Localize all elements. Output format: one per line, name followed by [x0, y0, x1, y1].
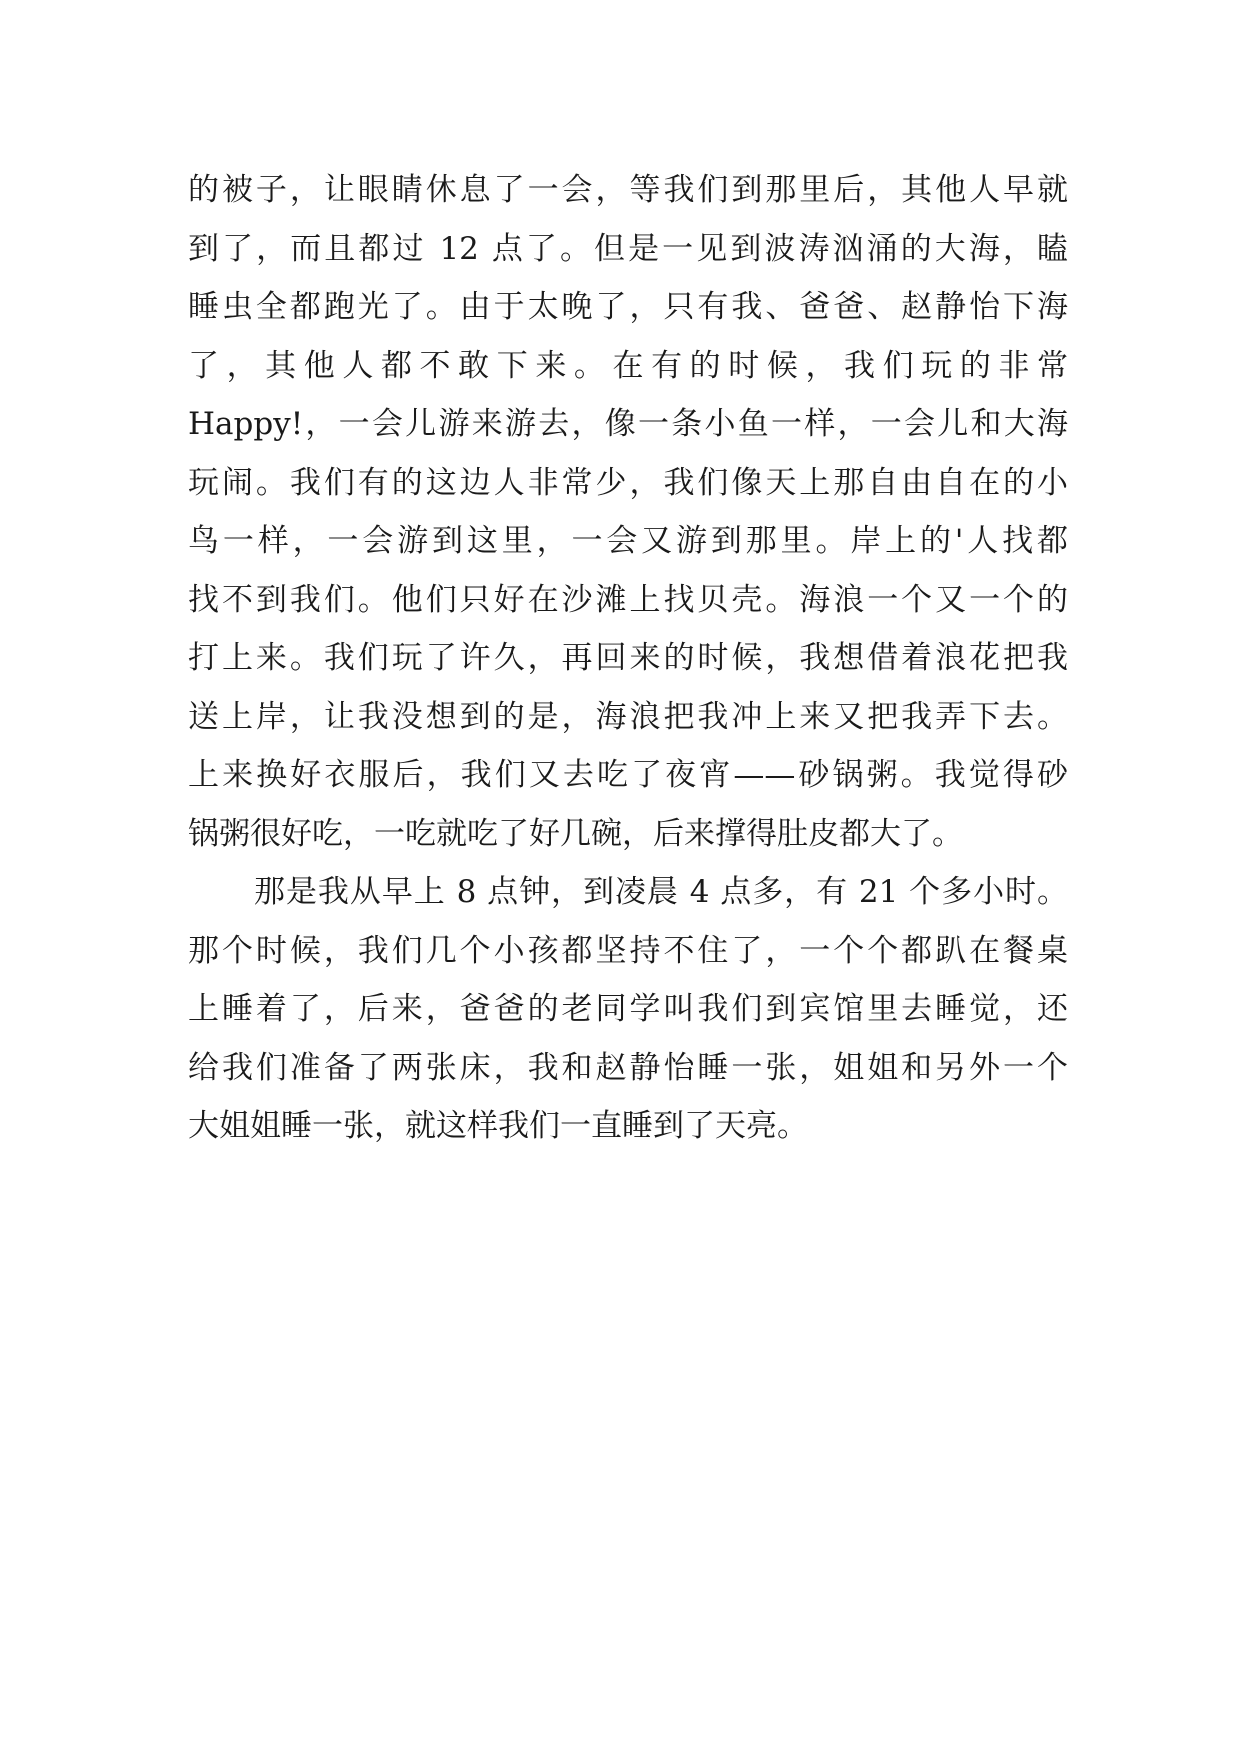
- body-text: [188, 161, 1068, 1156]
- text-line: 上睡着了，后来，爸爸的老同学叫我们到宾馆里去睡觉，还: [188, 991, 1068, 1027]
- text-line: 到了，而且都过 12 点了。但是一见到波涛汹涌的大海，瞌: [188, 230, 1068, 267]
- text-line: 那个时候，我们几个小孩都坚持不住了，一个个都趴在餐桌: [188, 932, 1068, 969]
- text-line: 睡虫全都跑光了。由于太晚了，只有我、爸爸、赵静怡下海: [188, 289, 1068, 325]
- paragraph-first-line: 那是我从早上 8 点钟，到凌晨 4 点多，有 21 个多小时。: [254, 874, 1068, 910]
- text-line: 大姐姐睡一张，就这样我们一直睡到了天亮。: [188, 1108, 808, 1144]
- text-line: 找不到我们。他们只好在沙滩上找贝壳。海浪一个又一个的: [188, 581, 1068, 618]
- text-line: 上来换好衣服后，我们又去吃了夜宵——砂锅粥。我觉得砂: [188, 757, 1068, 793]
- text-line: Happy!，一会儿游来游去，像一条小鱼一样，一会儿和大海: [188, 406, 1068, 442]
- text-line: 鸟一样，一会游到这里，一会又游到那里。岸上的'人找都: [188, 523, 1068, 559]
- text-line: 给我们准备了两张床，我和赵静怡睡一张，姐姐和另外一个: [188, 1049, 1068, 1086]
- text-line: 打上来。我们玩了许久，再回来的时候，我想借着浪花把我: [188, 640, 1068, 676]
- text-line: 锅粥很好吃，一吃就吃了好几碗，后来撑得肚皮都大了。: [188, 815, 963, 852]
- text-line: 了，其他人都不敢下来。在有的时候，我们玩的非常: [188, 347, 1068, 384]
- text-line: 的被子，让眼睛休息了一会，等我们到那里后，其他人早就: [188, 172, 1068, 208]
- text-line: 玩闹。我们有的这边人非常少，我们像天上那自由自在的小: [188, 464, 1068, 501]
- text-line: 送上岸，让我没想到的是，海浪把我冲上来又把我弄下去。: [188, 698, 1068, 735]
